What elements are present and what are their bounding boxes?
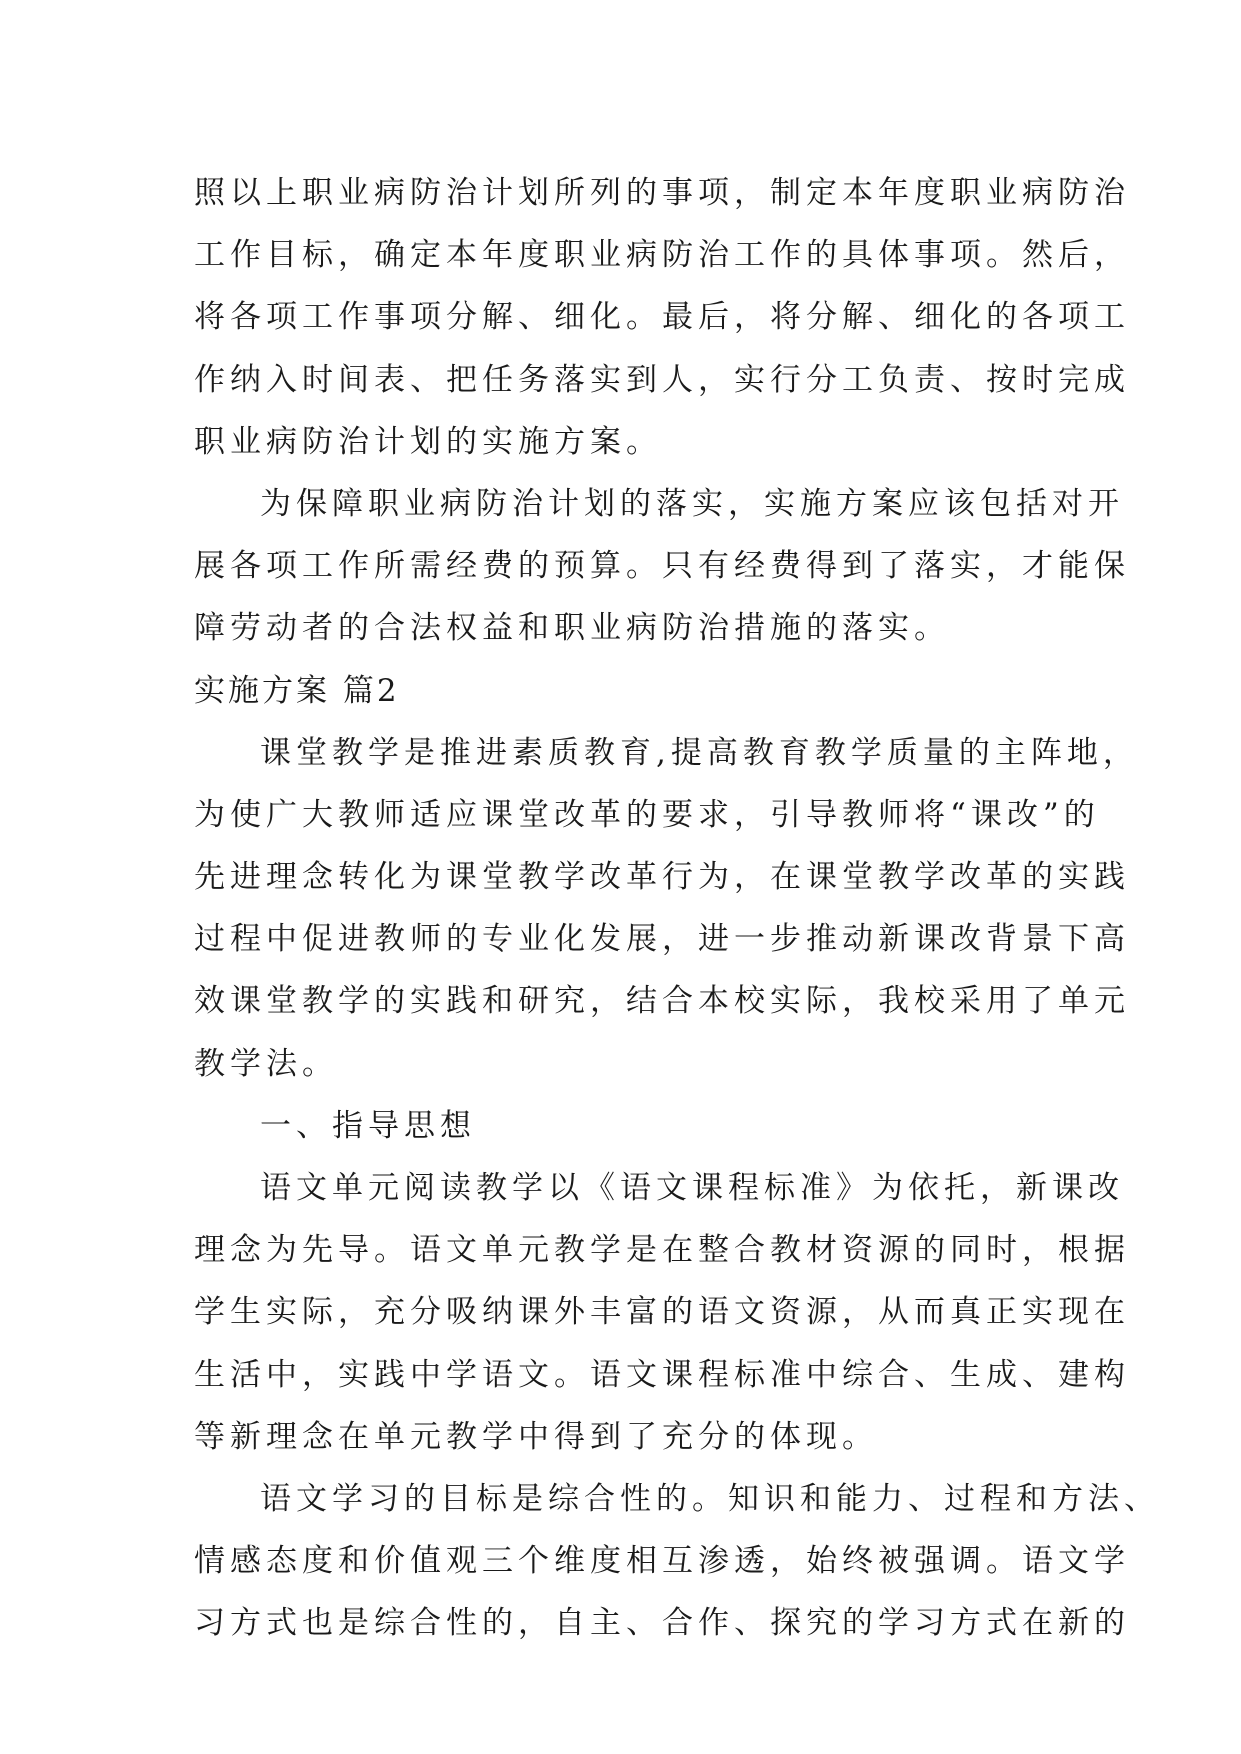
text-line: 理念为先导。语文单元教学是在整合教材资源的同时，根据: [194, 1232, 1130, 1269]
text-line: 习方式也是综合性的，自主、合作、探究的学习方式在新的: [194, 1605, 1130, 1642]
text-line: 效课堂教学的实践和研究，结合本校实际，我校采用了单元: [194, 983, 1130, 1020]
text-line: 职业病防治计划的实施方案。: [194, 423, 662, 460]
section-heading: 实施方案 篇2: [194, 672, 400, 709]
text-line: 展各项工作所需经费的预算。只有经费得到了落实，才能保: [194, 548, 1130, 585]
text-line: 情感态度和价值观三个维度相互渗透，始终被强调。语文学: [194, 1543, 1130, 1580]
text-line: 过程中促进教师的专业化发展，进一步推动新课改背景下高: [194, 921, 1130, 958]
text-line: 先进理念转化为课堂教学改革行为，在课堂教学改革的实践: [194, 859, 1130, 896]
text-line: 工作目标，确定本年度职业病防治工作的具体事项。然后，: [194, 237, 1130, 274]
text-line: 教学法。: [194, 1045, 338, 1082]
text-line: 为使广大教师适应课堂改革的要求，引导教师将“课改”的: [194, 796, 1100, 833]
text-line: 学生实际，充分吸纳课外丰富的语文资源，从而真正实现在: [194, 1294, 1130, 1331]
paragraph-start-line: 课堂教学是推进素质教育,提高教育教学质量的主阵地，: [260, 734, 1139, 771]
paragraph-start-line: 为保障职业病防治计划的落实，实施方案应该包括对开: [260, 485, 1124, 522]
document-body: [194, 162, 1160, 1655]
text-line: 等新理念在单元教学中得到了充分的体现。: [194, 1418, 878, 1455]
paragraph-start-line: 语文单元阅读教学以《语文课程标准》为依托，新课改: [260, 1170, 1124, 1206]
text-line: 生活中，实践中学语文。语文课程标准中综合、生成、建构: [194, 1356, 1130, 1393]
paragraph-start-line: 语文学习的目标是综合性的。知识和能力、过程和方法、: [260, 1480, 1160, 1517]
subsection-heading: 一、指导思想: [260, 1107, 476, 1144]
text-line: 障劳动者的合法权益和职业病防治措施的落实。: [194, 610, 950, 647]
text-line: 照以上职业病防治计划所列的事项，制定本年度职业病防治: [194, 175, 1130, 211]
text-line: 作纳入时间表、把任务落实到人，实行分工负责、按时完成: [194, 361, 1130, 398]
text-line: 将各项工作事项分解、细化。最后，将分解、细化的各项工: [194, 299, 1130, 336]
